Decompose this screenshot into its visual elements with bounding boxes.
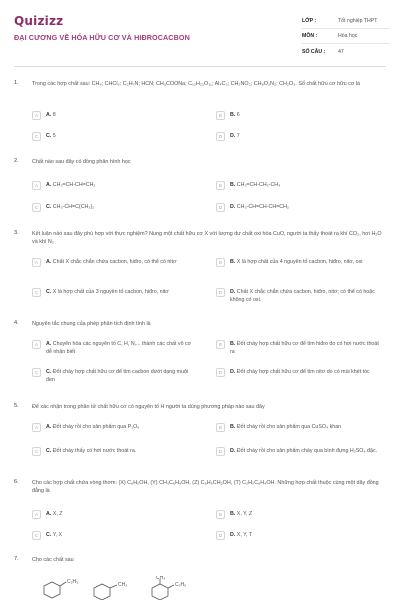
question-number: 6. — [14, 479, 19, 485]
question-text: Chất nào sau đây có đồng phân hình học — [32, 159, 131, 165]
page-title: ĐẠI CƯƠNG VỀ HÓA HỮU CƠ VÀ HIĐROCACBON — [14, 33, 190, 42]
meta-label: LỚP : — [302, 18, 317, 24]
option-b[interactable] — [216, 109, 386, 125]
option-d[interactable] — [216, 201, 386, 217]
option-a[interactable] — [32, 109, 202, 125]
option-d[interactable] — [216, 529, 386, 545]
option-letter: C — [32, 368, 41, 377]
option-letter: A — [32, 111, 41, 120]
option-letter: A — [32, 423, 41, 432]
option-letter: A — [32, 258, 41, 267]
option-d[interactable] — [216, 366, 386, 388]
option-text: B. X, Y, Z — [230, 511, 253, 517]
option-text: B. Đốt cháy hợp chất hữu cơ để tìm hiđro do có hơi nước thoát ra — [230, 341, 379, 355]
option-c[interactable] — [32, 201, 202, 217]
substituent-label: C₂H₅ — [67, 579, 79, 585]
meta-row-count — [302, 44, 390, 59]
option-text: D. 7 — [230, 133, 240, 139]
option-letter: C — [32, 132, 41, 141]
option-text: C. 5 — [46, 133, 56, 139]
question-text: Cho các hợp chất chứa vòng thơm: (X) C₆H₅OH, (Y) CH₃C₆H₄OH, (Z) C₆H₅CH₂OH, (T) C₂H₅C₆H₄OH. Những hợp chất thuộc cùng một dãy đồng đẳng là — [32, 480, 379, 494]
option-letter: D — [216, 368, 225, 377]
option-text: A. Đốt cháy rồi cho sản phẩm qua P₂O₅ — [46, 424, 140, 430]
question-text: Trong các hợp chất sau: CH₄; CHCl₃; C₂H₇N; HCN; CH₃COONa; C₁₂H₂₂O₁₁; Al₄C₃; CH₂NO₂; CH₈O₃N₂; CH₂O₃. Số chất hữu cơ hữu cơ là — [32, 81, 360, 87]
option-text: A. Chất X chắc chắn chứa cacbon, hiđro, có thể có nitơ — [46, 259, 177, 265]
question-text: Để xác nhận trong phân tử chất hữu cơ có nguyên tố H người ta dùng phương pháp nào sau đây — [32, 404, 265, 410]
meta-table — [302, 14, 390, 59]
benzene-ring-disubstituted — [152, 576, 186, 600]
structural-formulas — [32, 576, 232, 600]
option-c[interactable] — [32, 529, 202, 545]
question-number: 3. — [14, 230, 19, 236]
question-text: Nguyên tắc chung của phép phân tích định tính là — [32, 321, 151, 327]
option-letter: B — [216, 258, 225, 267]
question-number: 2. — [14, 158, 19, 164]
option-letter: C — [32, 447, 41, 456]
option-text: D. Chất X chắc chắn chứa cacbon, hiđro, nitơ; có thể có hoặc không có oxi. — [230, 289, 375, 303]
option-letter: A — [32, 510, 41, 519]
option-text: D. CH₃-CH=CH-CH=CH₂ — [230, 204, 289, 210]
question-number: 7. — [14, 556, 19, 562]
question-number: 4. — [14, 320, 19, 326]
option-text: A. 8 — [46, 112, 56, 118]
option-d[interactable] — [216, 445, 386, 467]
option-a[interactable] — [32, 338, 202, 360]
option-letter: D — [216, 288, 225, 297]
option-c[interactable] — [32, 445, 202, 467]
option-text: D. X, Y, T — [230, 532, 253, 538]
option-a[interactable] — [32, 256, 202, 278]
meta-value: Hóa học — [338, 33, 358, 39]
option-text: C. Y, X — [46, 532, 63, 538]
substituent-label: CH₃ — [156, 576, 166, 581]
option-letter: D — [216, 203, 225, 212]
option-letter: B — [216, 181, 225, 190]
meta-row-subject — [302, 29, 390, 44]
option-text: C. CH₃-CH=C(CH₃)₂ — [46, 204, 95, 210]
option-text: C. Đốt cháy thấy có hơi nước thoát ra. — [46, 448, 137, 454]
option-letter: D — [216, 447, 225, 456]
option-letter: A — [32, 340, 41, 349]
option-text: A. Chuyển hóa các nguyên tố C, H, N,... thành các chất vô cơ dễ nhận biết — [46, 341, 192, 355]
option-text: B. 6 — [230, 112, 240, 118]
option-letter: C — [32, 203, 41, 212]
benzene-ring-methyl — [94, 582, 127, 600]
option-d[interactable] — [216, 286, 386, 308]
question-number: 5. — [14, 403, 19, 409]
option-text: A. X, Z — [46, 511, 63, 517]
option-text: C. X là hợp chất của 3 nguyên tố cacbon, hiđro, nitơ — [46, 289, 169, 295]
option-c[interactable] — [32, 130, 202, 146]
option-text: B. X là hợp chất của 4 nguyên tố cacbon, hiđro, nitơ, oxi — [230, 259, 363, 265]
option-c[interactable] — [32, 366, 202, 388]
substituent-label: CH₃ — [118, 582, 128, 588]
benzene-ring-ethyl — [44, 579, 78, 598]
question-number: 1. — [14, 80, 19, 86]
question-text: Kết luận nào sau đây phù hợp với thực nghiệm? Nung một chất hữu cơ X với lượng dư chất oxi hóa CuO, người ta thấy thoát ra khí CO₂, hơi H₂O và khí N₂ — [32, 231, 382, 245]
option-text: B. Đốt cháy rồi cho sản phẩm qua CuSO₄ khan — [230, 424, 342, 430]
substituent-label: C₂H₅ — [175, 582, 187, 588]
option-letter: D — [216, 531, 225, 540]
option-b[interactable] — [216, 508, 386, 524]
option-a[interactable] — [32, 508, 202, 524]
option-a[interactable] — [32, 179, 202, 195]
option-text: C. Đốt cháy hợp chất hữu cơ để tìm cacbon dưới dạng muội đen — [46, 369, 189, 383]
option-text: D. Đốt cháy hợp chất hữu cơ để tìm nitơ do có mùi khét tóc — [230, 369, 370, 375]
meta-value: Tốt nghiệp THPT — [338, 18, 378, 24]
page-header — [0, 0, 400, 62]
option-letter: A — [32, 181, 41, 190]
option-b[interactable] — [216, 256, 386, 278]
option-letter: D — [216, 132, 225, 141]
option-a[interactable] — [32, 421, 202, 437]
option-text: B. CH₂=CH-CH₂-CH₃ — [230, 182, 281, 188]
header-divider — [14, 66, 386, 67]
option-letter: C — [32, 531, 41, 540]
question-text: Cho các chất sau — [32, 557, 74, 563]
meta-label: MÔN : — [302, 33, 318, 39]
option-d[interactable] — [216, 130, 386, 146]
option-letter: B — [216, 423, 225, 432]
option-c[interactable] — [32, 286, 202, 308]
option-b[interactable] — [216, 179, 386, 195]
option-b[interactable] — [216, 421, 386, 437]
option-b[interactable] — [216, 338, 386, 360]
meta-value: 47 — [338, 48, 344, 55]
meta-row-class — [302, 14, 390, 29]
option-letter: B — [216, 111, 225, 120]
option-letter: B — [216, 340, 225, 349]
option-text: A. CH₂=CH-CH=CH₂ — [46, 182, 96, 188]
option-letter: C — [32, 288, 41, 297]
option-text: D. Đốt cháy rồi cho sản phẩm cháy qua bình đựng H₂SO₄ đặc. — [230, 448, 378, 454]
meta-label: SỐ CÂU : — [302, 48, 326, 55]
option-letter: B — [216, 510, 225, 519]
quizizz-logo: Quizizz — [14, 14, 64, 28]
